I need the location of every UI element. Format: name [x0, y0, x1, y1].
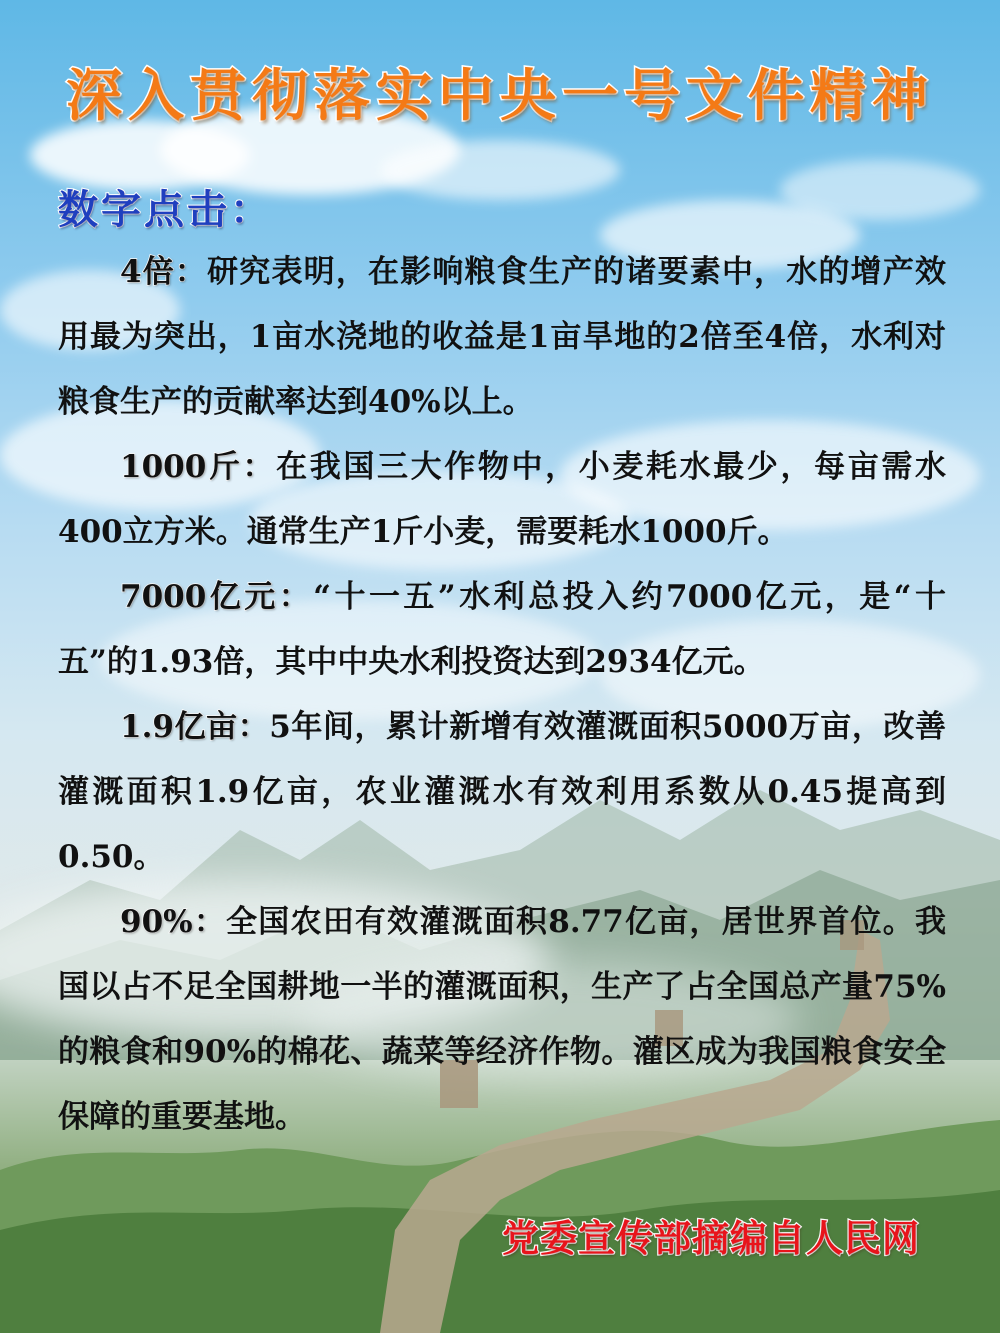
paragraph-text: 在我国三大作物中，小麦耗水最少，每亩需水400立方米。通常生产1斤小麦，需要耗水1000斤。 [58, 449, 947, 550]
paragraph-lead: 1.9亿亩： [120, 709, 270, 745]
paragraph-lead: 7000亿元： [120, 579, 314, 615]
paragraph-4x [58, 240, 946, 435]
paragraph-text: 全国农田有效灌溉面积8.77亿亩，居世界首位。我国以占不足全国耕地一半的灌溉面积，生产了占全国总产量75%的粮食和90%的棉花、蔬菜等经济作物。灌区成为我国粮食安全保障的重要基地。 [58, 904, 946, 1135]
paragraph-lead: 4倍： [120, 254, 208, 290]
cloud [380, 140, 620, 200]
paragraph-7000yi [58, 565, 946, 695]
source-credit: 党委宣传部摘编自人民网 [502, 1217, 920, 1260]
paragraph-1000jin [58, 435, 946, 565]
body-text [58, 240, 946, 1150]
paragraph-text: “十一五”水利总投入约7000亿元，是“十五”的1.93倍，其中中央水利投资达到2934亿元。 [58, 579, 946, 680]
paragraph-text: 5年间，累计新增有效灌溉面积5000万亩，改善灌溉面积1.9亿亩，农业灌溉水有效利用系数从0.45提高到0.50。 [58, 709, 946, 875]
paragraph-1-9yimu [58, 695, 946, 890]
poster-title: 深入贯彻落实中央一号文件精神 [66, 64, 934, 129]
section-heading: 数字点击： [58, 187, 273, 233]
paragraph-text: 研究表明，在影响粮食生产的诸要素中，水的增产效用最为突出，1亩水浇地的收益是1亩旱地的2倍至4倍，水利对粮食生产的贡献率达到40%以上。 [58, 254, 946, 420]
paragraph-lead: 1000斤： [120, 449, 277, 485]
cloud [780, 160, 980, 220]
paragraph-lead: 90%： [120, 904, 227, 940]
paragraph-90pct [58, 890, 946, 1150]
